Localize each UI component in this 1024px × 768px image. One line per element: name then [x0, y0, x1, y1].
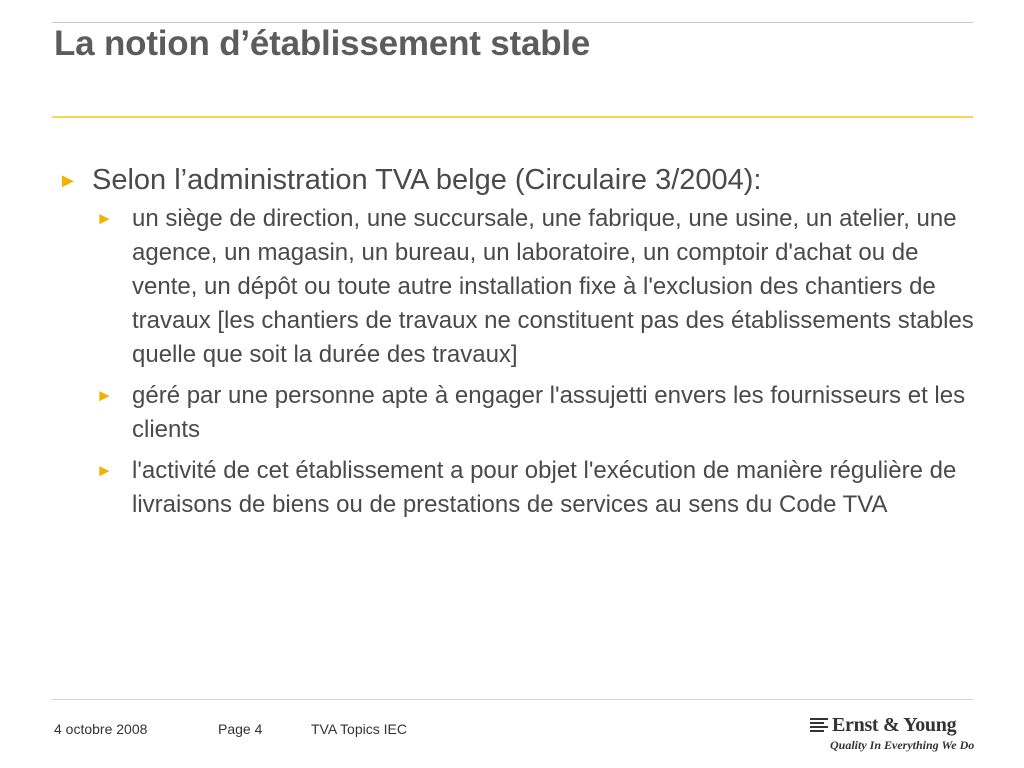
logo-tagline: Quality In Everything We Do: [830, 738, 975, 752]
footer-divider: [52, 699, 973, 700]
sub-bullet-list: [58, 202, 978, 522]
sub-bullet-text: un siège de direction, une succursale, une fabrique, une usine, un atelier, une agence, un magasin, un bureau, un laboratoire, un comptoir d'achat ou de vente, un dépôt ou toute autre installation fixe à l'exclusion des chantiers de travaux [les chantiers de travaux ne constituent pas des établissements stables quelle que soit la durée des travaux]: [132, 205, 974, 368]
sub-bullet: [96, 379, 978, 447]
sub-bullet-text: géré par une personne apte à engager l'assujetti envers les fournisseurs et les clients: [132, 382, 966, 443]
main-bullet-text: Selon l’administration TVA belge (Circulaire 3/2004):: [92, 164, 762, 196]
footer-topic: TVA Topics IEC: [311, 721, 407, 737]
bullet-arrow-icon: ►: [58, 170, 78, 192]
footer-page-number: Page 4: [218, 721, 263, 737]
ernst-young-logo: [810, 714, 976, 754]
sub-bullet: [96, 202, 978, 372]
sub-bullet-text: l'activité de cet établissement a pour objet l'exécution de manière régulière de livraisons de biens ou de prestations de services au sens du Code TVA: [132, 457, 957, 518]
logo-wordmark: Ernst & Young: [832, 714, 957, 736]
logo-mark-icon: [810, 718, 828, 732]
title-underline: [52, 116, 973, 118]
bullet-arrow-icon: ►: [96, 461, 113, 480]
top-divider: [52, 22, 973, 23]
footer-date: 4 octobre 2008: [54, 721, 148, 737]
bullet-arrow-icon: ►: [96, 386, 113, 405]
main-bullet: [58, 162, 978, 198]
slide-body: [58, 162, 978, 529]
bullet-arrow-icon: ►: [96, 209, 113, 228]
slide-title: La notion d’établissement stable: [54, 24, 591, 63]
sub-bullet: [96, 454, 978, 522]
